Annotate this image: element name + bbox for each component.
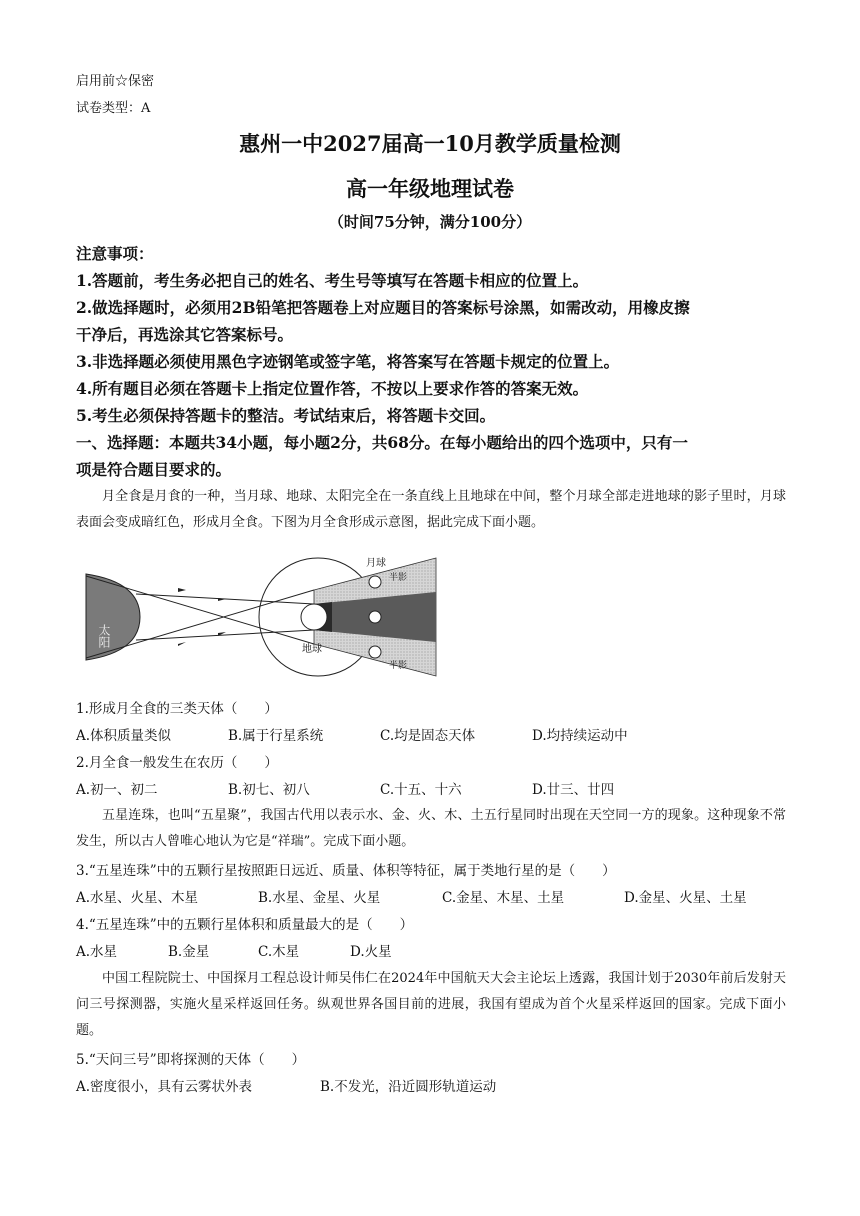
- exam-title: 惠州一中2027届高一10月教学质量检测: [239, 131, 621, 156]
- moon-middle: [369, 611, 381, 623]
- question-2-stem: 2.月全食一般发生在农历（ ）: [76, 755, 278, 771]
- option-c[interactable]: C.金星、木星、土星: [442, 890, 565, 906]
- option-a[interactable]: A.密度很小，具有云雾状外表: [76, 1079, 253, 1095]
- moon-top: [369, 576, 381, 588]
- notice-item: 2.做选择题时，必须用2B铅笔把答题卷上对应题目的答案标号涂黑，如需改动，用橡皮擦: [76, 298, 690, 317]
- notice-item: 4.所有题目必须在答题卡上指定位置作答，不按以上要求作答的答案无效。: [76, 379, 589, 398]
- question-4-stem: 4.“五星连珠”中的五颗行星体积和质量最大的是（ ）: [76, 917, 414, 933]
- question-1-stem: 1.形成月全食的三类天体（ ）: [76, 701, 278, 717]
- option-c[interactable]: C.十五、十六: [380, 782, 462, 798]
- option-d[interactable]: D.火星: [350, 944, 392, 960]
- earth-label: 地球: [302, 644, 322, 655]
- earth-shape: [301, 604, 327, 630]
- question-1-options: [76, 724, 628, 744]
- penumbra-top-label: 半影: [389, 573, 408, 583]
- notice-item: 干净后，再选涂其它答案标号。: [76, 325, 294, 344]
- notice-heading: 注意事项：: [76, 244, 154, 263]
- section-heading: 一、选择题：本题共34小题，每小题2分，共68分。在每小题给出的四个选项中，只有一: [76, 433, 688, 452]
- moon-label: 月球: [366, 558, 386, 569]
- question-3-options: [76, 886, 747, 906]
- option-b[interactable]: B.初七、初八: [228, 782, 310, 798]
- question-5-options: [76, 1075, 496, 1095]
- passage-lunar-eclipse: 月全食是月食的一种，当月球、地球、太阳完全在一条直线上且地球在中间，整个月球全部走进地球的影子里时，月球表面会变成暗红色，形成月全食。下图为月全食形成示意图，据此完成下面小题。: [76, 489, 786, 530]
- sun-shape: [86, 574, 140, 660]
- sun-label: 太阳: [97, 624, 111, 648]
- penumbra-bottom-label: 半影: [389, 661, 408, 671]
- notice-item: 3.非选择题必须使用黑色字迹钢笔或签字笔，将答案写在答题卡规定的位置上。: [76, 352, 620, 371]
- confidential-label: 启用前☆保密: [76, 74, 155, 89]
- moon-bottom: [369, 646, 381, 658]
- exam-subtitle: 高一年级地理试卷: [346, 176, 514, 201]
- option-b[interactable]: B.水星、金星、火星: [258, 890, 381, 906]
- lunar-eclipse-diagram: [82, 552, 442, 682]
- notice-item: 5.考生必须保持答题卡的整洁。考试结束后，将答题卡交回。: [76, 406, 496, 425]
- question-3-stem: 3.“五星连珠”中的五颗行星按照距日远近、质量、体积等特征，属于类地行星的是（ ）: [76, 863, 616, 879]
- question-2-options: [76, 778, 614, 798]
- option-a[interactable]: A.体积质量类似: [76, 728, 172, 744]
- question-4-options: [76, 940, 392, 960]
- question-5-stem: 5.“天问三号”即将探测的天体（ ）: [76, 1052, 306, 1068]
- section-heading-cont: 项是符合题目要求的。: [76, 460, 232, 479]
- passage-tianwen: 中国工程院院士、中国探月工程总设计师吴伟仁在2024年中国航天大会主论坛上透露，我国计划于2030年前后发射天问三号探测器，实施火星采样返回任务。纵观世界各国目前的进展，我国有望成为首个火星采样返回的国家。完成下面小题。: [76, 971, 786, 1038]
- notice-item: 1.答题前，考生务必把自己的姓名、考生号等填写在答题卡相应的位置上。: [76, 271, 589, 290]
- passage-five-planets: 五星连珠，也叫“五星聚”，我国古代用以表示水、金、火、木、土五行星同时出现在天空同一方的现象。这种现象不常发生，所以古人曾唯心地认为它是“祥瑞”。完成下面小题。: [76, 808, 786, 849]
- option-c[interactable]: C.均是固态天体: [380, 728, 476, 744]
- paper-type-label: 试卷类型：A: [76, 101, 151, 116]
- option-c[interactable]: C.木星: [258, 944, 300, 960]
- option-b[interactable]: B.不发光，沿近圆形轨道运动: [320, 1079, 497, 1095]
- option-a[interactable]: A.初一、初二: [76, 782, 158, 798]
- option-b[interactable]: B.金星: [168, 944, 210, 960]
- option-d[interactable]: D.均持续运动中: [532, 728, 628, 744]
- option-a[interactable]: A.水星: [76, 944, 118, 960]
- exam-time: （时间75分钟，满分100分）: [328, 213, 532, 231]
- option-a[interactable]: A.水星、火星、木星: [76, 890, 199, 906]
- option-d[interactable]: D.金星、火星、土星: [624, 890, 747, 906]
- option-d[interactable]: D.廿三、廿四: [532, 782, 615, 798]
- option-b[interactable]: B.属于行星系统: [228, 728, 324, 744]
